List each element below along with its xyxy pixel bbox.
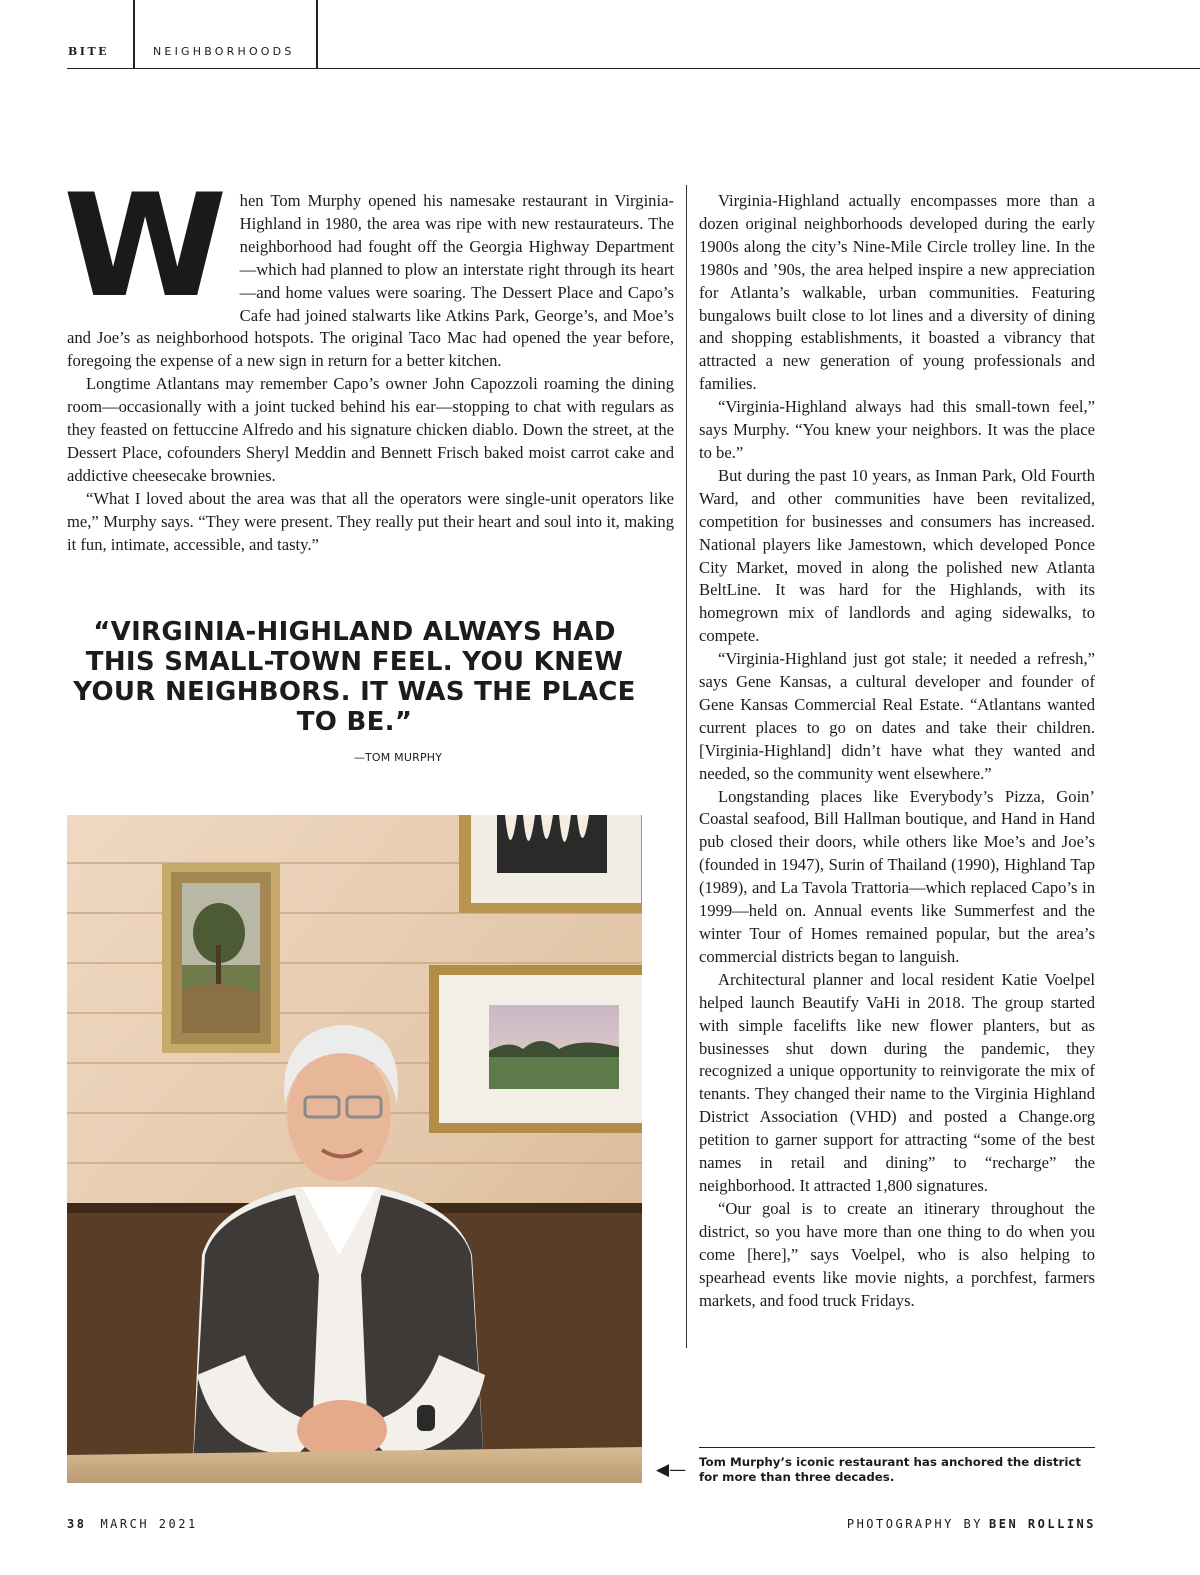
column-divider (686, 185, 687, 1348)
credit-label: PHOTOGRAPHY BY (846, 1517, 984, 1531)
folio (67, 1517, 198, 1531)
photo-caption: Tom Murphy’s iconic restaurant has anchored the district for more than three decades. (699, 1455, 1082, 1484)
photo-credit (847, 1517, 1096, 1531)
issue-date: MARCH 2021 (100, 1517, 198, 1531)
pull-quote: “VIRGINIA-HIGHLAND ALWAYS HAD THIS SMALL-TOWN FEEL. YOU KNEW YOUR NEIGHBORS. IT WAS THE PLACE TO BE.” (73, 617, 636, 737)
drop-cap: W (63, 164, 224, 329)
article-paragraph: Longtime Atlantans may remember Capo’s owner John Capozzoli roaming the dining room—occasionally with a joint tucked behind his ear—stopping to chat with regulars as they feasted on fettuccine Alfredo and his signature chicken diablo. Down the street, at the Dessert Place, cofounders Sheryl Meddin and Bennett Frisch baked moist carrot cake and addictive cheesecake brownies. (67, 374, 674, 485)
article-paragraph: hen Tom Murphy opened his namesake restaurant in Virginia-Highland in 1980, the area was ripe with new restaurateurs. The neighborhood had fought off the Georgia Highway Department—which had planned to plow an interstate right through its heart—and home values were soaring. The Dessert Place and Capo’s Cafe had joined stalwarts like Atkins Park, George’s, and Moe’s and Joe’s as neighborhood hotspots. The original Taco Mac had opened the year before, foregoing the expense of a new sign in return for a better kitchen. (67, 191, 674, 371)
article-right-column (699, 190, 1095, 1312)
framed-art-teeth (459, 815, 642, 913)
article-left-column (63, 164, 674, 557)
article-paragraph: Longstanding places like Everybody’s Pizza, Goin’ Coastal seafood, Bill Hallman boutique, and Hand in Hand pub closed their doors, while others like Moe’s and Joe’s (founded in 1947), Surin of Thailand (1990), Highland Tap (1989), and La Tavola Trattoria—which replaced Capo’s in 1999—held on. Annual events like Summerfest and the winter Tour of Homes remained popular, but the area’s commercial districts began to languish. (699, 786, 1095, 966)
article-paragraph: “Virginia-Highland always had this small-town feel,” says Murphy. “You knew your neighbors. It was the place to be.” (699, 397, 1095, 462)
section-label: BITE (68, 45, 110, 58)
article-paragraph: “What I loved about the area was that all the operators were single-unit operators like me,” Murphy says. “They were present. They really put their heart and soul into it, making it fun, intimate, accessible, and tasty.” (67, 488, 674, 554)
page-number: 38 (67, 1517, 87, 1531)
article-paragraph: Virginia-Highland actually encompasses more than a dozen original neighborhoods developed during the early 1900s along the city’s Nine-Mile Circle trolley line. In the 1980s and ’90s, the area helped inspire a new appreciation for Atlanta’s walkable, urban communities. Featuring bungalows built close to lot lines and a diversity of dining and shopping establishments, it boasted a vibrancy that attracted a new generation of young professionals and families. (699, 191, 1095, 394)
caption-arrow-icon: ◀— (656, 1460, 687, 1480)
header-divider (133, 0, 135, 69)
department-label: NEIGHBORHOODS (153, 45, 295, 58)
header-rule (67, 68, 1200, 69)
article-paragraph: “Our goal is to create an itinerary throughout the district, so you have more than one thing to do when you come [here],” says Voelpel, who is also helping to spearhead events like movie nights, a porchfest, farmers markets, and food truck Fridays. (699, 1198, 1095, 1310)
framed-marsh-photo (429, 965, 642, 1133)
article-paragraph: “Virginia-Highland just got stale; it needed a refresh,” says Gene Kansas, a cultural developer and founder of Gene Kansas Commercial Real Estate. “Atlantans wanted current places to go on dates and take their children. [Virginia-Highland] didn’t have what they wanted and needed, so the community went elsewhere.” (699, 649, 1095, 783)
header-divider (316, 0, 318, 69)
pull-quote-attribution: —TOM MURPHY (353, 751, 443, 764)
credit-name: BEN ROLLINS (989, 1517, 1096, 1531)
article-paragraph: But during the past 10 years, as Inman Park, Old Fourth Ward, and other communities have been revitalized, competition for businesses and consumers has increased. National players like Jamestown, which developed Ponce City Market, moved in along the polished new Atlanta BeltLine. It was hard for the Highlands, with its homegrown mix of landlords and aging sidewalks, to compete. (699, 465, 1095, 646)
framed-landscape-painting (162, 863, 280, 1053)
portrait-photo (67, 815, 642, 1483)
caption-rule (699, 1447, 1095, 1448)
article-paragraph: Architectural planner and local resident Katie Voelpel helped launch Beautify VaHi in 2018. The group started with simple facelifts like new flower planters, but as businesses shut down during the pandemic, they recognized a unique opportunity to reinvigorate the mix of tenants. They changed their name to the Virginia Highland District Association (VHD) and posted a Change.org petition to garner support for attracting “some of the best names in retail and dining” to “recharge” the neighborhood. It attracted 1,800 signatures. (699, 969, 1095, 1195)
